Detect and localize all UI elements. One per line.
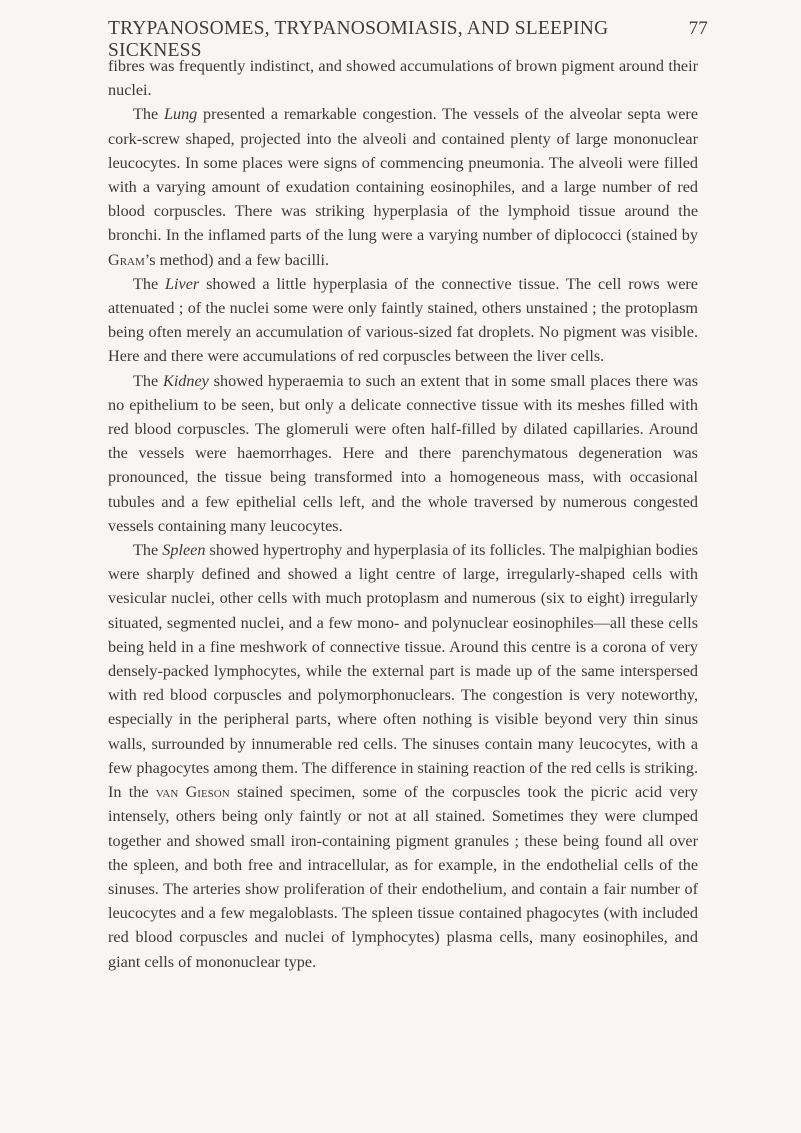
page-number: 77 <box>688 18 708 39</box>
paragraph-liver <box>108 272 698 369</box>
paragraph-lung <box>108 102 698 271</box>
proper-name-gram: Gram <box>108 250 145 269</box>
organ-heading-spleen: Spleen <box>162 541 206 560</box>
paragraph-text: ’s method) and a few bacilli. <box>144 250 330 269</box>
body-text <box>108 54 698 974</box>
paragraph-lead: The <box>133 274 166 293</box>
organ-heading-liver: Liver <box>165 274 200 293</box>
paragraph-continuation <box>108 54 698 102</box>
paragraph-lead: The <box>133 105 164 124</box>
paragraph-lead: The <box>133 371 164 390</box>
paragraph-text: presented a remarkable congestion. The vessels of the alveolar septa were cork-screw shaped, projected into the alveoli and contained plenty of large mononuclear leucocytes. In some places were signs of commencing pneumonia. The alveoli were filled with a varying amount of exudation containing eosinophiles, and a large number of red blood corpuscles. There was striking hyperplasia of the lymphoid tissue around the bronchi. In the inflamed parts of the lung were a varying number of diplococci (stained by <box>108 105 699 245</box>
paragraph-text: showed hypertrophy and hyperplasia of its follicles. The malpighian bodies were sharply defined and showed a light centre of large, irregularly-shaped cells with vesicular nuclei, other cells with much protoplasm and numerous (six to eight) irregularly situated, segmented nuclei, and a few mono- and polynuclear eosinophiles—all these cells being held in a fine meshwork of connective tissue. Around this centre is a corona of very densely-packed lymphocytes, while the external part is made up of the same interspersed with red blood corpuscles and polymorphonuclears. The congestion is very noteworthy, especially in the peripheral parts, where often nothing is visible beyond very thin sinus walls, surrounded by innumerable red cells. The sinuses contain many leucocytes, with a few phagocytes among them. The difference in staining reaction of the red cells is striking. In the <box>108 541 698 802</box>
organ-heading-lung: Lung <box>163 105 198 124</box>
organ-heading-kidney: Kidney <box>163 371 209 390</box>
proper-name-van-gieson: van Gieson <box>155 783 230 802</box>
paragraph-spleen <box>108 538 698 974</box>
paragraph-lead: The <box>133 541 163 560</box>
paragraph-text: stained specimen, some of the corpuscles took the picric acid very intensely, others being only faintly or not at all stained. Sometimes they were clumped together and showed small iron-containing pigment granules ; these being found all over the spleen, and both free and intracellular, as for example, in the endothelial cells of the sinuses. The arteries show proliferation of their endothelium, and contain a fair number of leucocytes and a few megaloblasts. The spleen tissue contained phagocytes (with included red blood corpuscles and nuclei of lymphocytes) plasma cells, many eosinophiles, and giant cells of mononuclear type. <box>108 783 698 971</box>
paragraph-text: showed hyperaemia to such an extent that in some small places there was no epithelium to be seen, but only a delicate connective tissue with its meshes filled with red blood corpuscles. The glomeruli were often half-filled by dilated capillaries. Around the vessels were haemorrhages. Here and there parenchymatous degeneration was pronounced, the tissue being transformed into a homogeneous mass, with occasional tubules and a few epithelial cells left, and the whole traversed by numerous congested vessels containing many leucocytes. <box>108 371 698 535</box>
paragraph-text: showed a little hyperplasia of the connective tissue. The cell rows were attenuated ; of the nuclei some were only faintly stained, others unstained ; the protoplasm being often merely an accumulation of various-sized fat droplets. No pigment was visible. Here and there were accumulations of red corpuscles between the liver cells. <box>108 274 698 366</box>
paragraph-text: fibres was frequently indistinct, and showed accumulations of brown pigment around their nuclei. <box>108 57 698 100</box>
paragraph-kidney <box>108 369 698 538</box>
running-title: TRYPANOSOMES, TRYPANOSOMIASIS, AND SLEEPING SICKNESS <box>108 18 609 61</box>
